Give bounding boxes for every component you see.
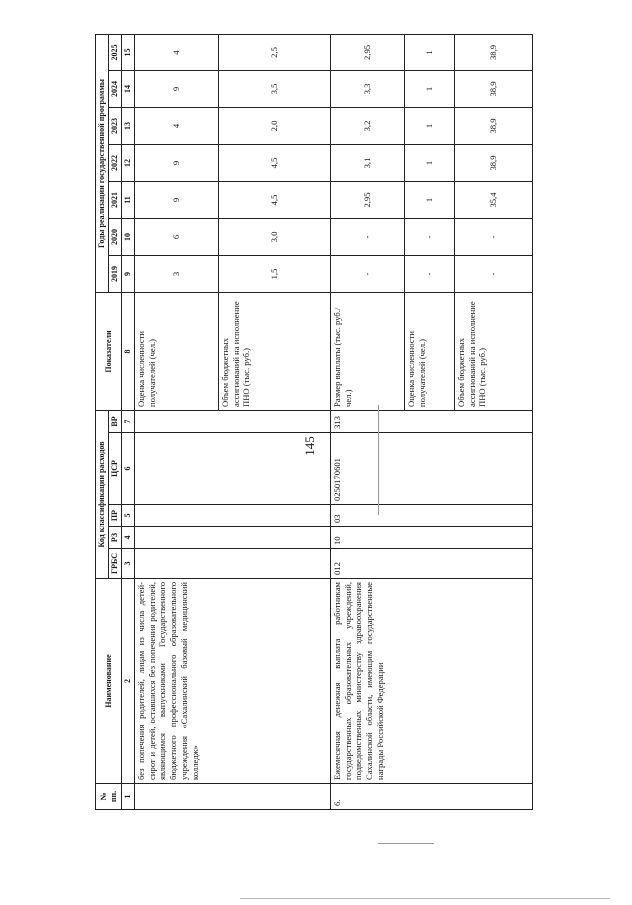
col-number: 4 [122, 527, 135, 549]
row-name: Ежемесячная денежная выплата работникам государственных образовательных учреждений, подведомственных министерству здравоохранения Сахалинской области, имеющим государственные награды Российской Федерации [331, 579, 533, 784]
col-number: 1 [122, 784, 135, 810]
program-table [95, 34, 533, 810]
scan-artifact-line [378, 843, 434, 844]
indicator-value: 3,2 [331, 108, 405, 145]
col-number: 2 [122, 579, 135, 784]
indicator-value: 2,95 [331, 182, 405, 219]
header-year: 2020 [109, 219, 122, 256]
row-num: 6. [331, 784, 533, 810]
indicator-label: Объем бюджетных ассигнований на исполнение ПНО (тыс. руб.) [455, 293, 533, 411]
indicator-label: Размер выплаты (тыс. руб./чел.) [331, 293, 405, 411]
scan-artifact-line [378, 405, 379, 515]
indicator-value: 3,5 [219, 71, 331, 108]
col-number: 12 [122, 145, 135, 182]
indicator-value: 9 [135, 182, 219, 219]
indicator-value: 1 [405, 145, 455, 182]
col-number: 14 [122, 71, 135, 108]
table-row [135, 34, 219, 809]
header-num: № пп. [96, 784, 122, 810]
header-codes: Код классификации расходов [96, 411, 109, 579]
col-number: 11 [122, 182, 135, 219]
indicator-label: Оценка численности получателей (чел.) [135, 293, 219, 411]
header-vr: ВР [109, 411, 122, 433]
row-num [135, 784, 331, 810]
page-number: 145 [301, 436, 317, 456]
col-number: 5 [122, 505, 135, 527]
row-grbs: 012 [331, 549, 533, 579]
header-indicators: Показатели [96, 293, 122, 411]
row-pr: 03 [331, 505, 533, 527]
header-pr: ПР [109, 505, 122, 527]
indicator-value: 38,9 [455, 108, 533, 145]
col-number: 15 [122, 34, 135, 70]
table-row [331, 34, 405, 809]
row-pr [135, 505, 331, 527]
column-numbers-row [122, 34, 135, 809]
indicator-value: 2,0 [219, 108, 331, 145]
indicator-value: 4 [135, 34, 219, 70]
indicator-value: 3,1 [331, 145, 405, 182]
indicator-value: 2,95 [331, 34, 405, 70]
col-number: 9 [122, 256, 135, 293]
indicator-value: - [405, 219, 455, 256]
indicator-value: - [455, 256, 533, 293]
row-rz [135, 527, 331, 549]
col-number: 13 [122, 108, 135, 145]
scan-artifact-line [240, 898, 610, 899]
indicator-value: 1 [405, 71, 455, 108]
col-number: 10 [122, 219, 135, 256]
header-csr: ЦСР [109, 433, 122, 505]
indicator-label: Объем бюджетных ассигнований на исполнение ПНО (тыс. руб.) [219, 293, 331, 411]
indicator-value: 38,9 [455, 34, 533, 70]
indicator-value: - [455, 219, 533, 256]
row-csr [135, 433, 331, 505]
col-number: 7 [122, 411, 135, 433]
indicator-value: 3,3 [331, 71, 405, 108]
indicator-value: 38,9 [455, 71, 533, 108]
col-number: 3 [122, 549, 135, 579]
indicator-value: 38,9 [455, 145, 533, 182]
indicator-value: - [405, 256, 455, 293]
program-table-rotated [95, 35, 632, 810]
header-year: 2019 [109, 256, 122, 293]
header-year: 2023 [109, 108, 122, 145]
indicator-value: 3,0 [219, 219, 331, 256]
indicator-value: 2,5 [219, 34, 331, 70]
header-year: 2021 [109, 182, 122, 219]
indicator-value: 4 [135, 108, 219, 145]
header-year: 2025 [109, 34, 122, 70]
header-years-group: Годы реализации государственной программы [96, 34, 109, 292]
row-grbs [135, 549, 331, 579]
row-rz: 10 [331, 527, 533, 549]
indicator-value: 9 [135, 71, 219, 108]
indicator-value: 1,5 [219, 256, 331, 293]
indicator-value: 4,5 [219, 145, 331, 182]
indicator-value: 3 [135, 256, 219, 293]
row-name: без попечения родителей, лицам из числа детей-сирот и детей, оставшихся без попечения родителей, являющимся выпускниками Государственного бюджетного профессионального образовательного учреждения «Сахалинский базовый медицинский колледж» [135, 579, 331, 784]
indicator-value: 4,5 [219, 182, 331, 219]
row-csr: 0250170601 [331, 433, 533, 505]
indicator-value: 1 [405, 182, 455, 219]
col-number: 8 [122, 293, 135, 411]
col-number: 6 [122, 433, 135, 505]
indicator-value: - [331, 256, 405, 293]
indicator-value: - [331, 219, 405, 256]
indicator-value: 6 [135, 219, 219, 256]
row-vr [135, 411, 331, 433]
indicator-value: 1 [405, 34, 455, 70]
indicator-label: Оценка численности получателей (чел.) [405, 293, 455, 411]
header-rz: РЗ [109, 527, 122, 549]
indicator-value: 35,4 [455, 182, 533, 219]
indicator-value: 9 [135, 145, 219, 182]
row-vr: 313 [331, 411, 533, 433]
header-year: 2022 [109, 145, 122, 182]
header-year: 2024 [109, 71, 122, 108]
header-grbs: ГРБС [109, 549, 122, 579]
header-name: Наименование [96, 579, 122, 784]
indicator-value: 1 [405, 108, 455, 145]
